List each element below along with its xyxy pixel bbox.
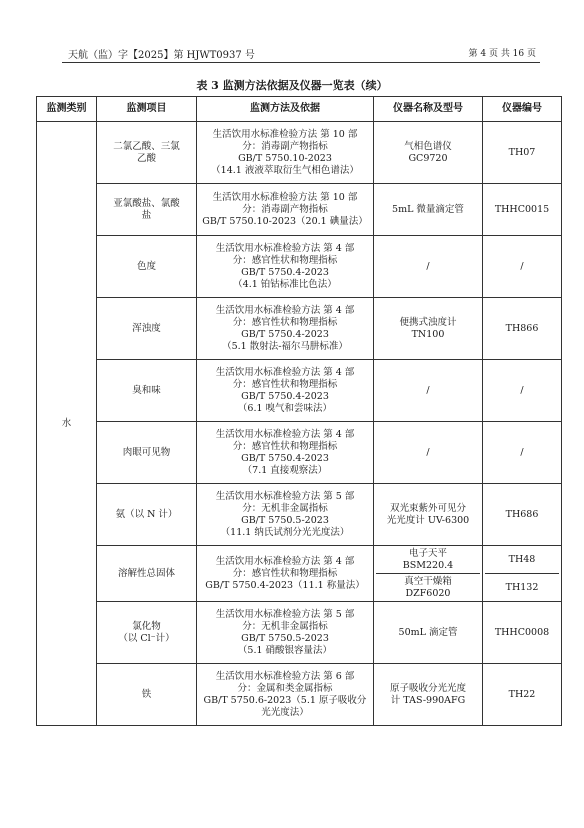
device-cell: 真空干燥箱 DZF6020 (404, 575, 452, 599)
category-cell: 水 (37, 122, 97, 726)
table-row (37, 664, 562, 726)
report-number: 天航（监）字【2025】第 HJWT0937 号 (68, 50, 255, 61)
code-cell-split (483, 546, 562, 602)
item-cell: 二氯乙酸、三氯 乙酸 (97, 122, 197, 184)
col-header-category: 监测类别 (37, 97, 97, 122)
item-cell: 氨（以 N 计） (97, 484, 197, 546)
table-row (37, 484, 562, 546)
device-cell: 5mL 微量滴定管 (374, 184, 483, 236)
code-cell: / (483, 236, 562, 298)
device-cell: / (374, 236, 483, 298)
code-cell: THHC0008 (483, 602, 562, 664)
item-cell: 浑浊度 (97, 298, 197, 360)
table-row (37, 236, 562, 298)
table-row (37, 546, 562, 602)
table-row (37, 360, 562, 422)
method-cell: 生活饮用水标准检验方法 第 5 部 分：无机非金属指标 GB/T 5750.5-2023 （5.1 硝酸银容量法） (197, 602, 374, 664)
code-cell: TH686 (483, 484, 562, 546)
code-cell: THHC0015 (483, 184, 562, 236)
method-cell: 生活饮用水标准检验方法 第 4 部 分：感官性状和物理指标 GB/T 5750.4-2023 （4.1 铂钴标准比色法） (197, 236, 374, 298)
col-header-item: 监测项目 (97, 97, 197, 122)
item-cell: 色度 (97, 236, 197, 298)
table-row (37, 602, 562, 664)
method-cell: 生活饮用水标准检验方法 第 6 部 分：金属和类金属指标 GB/T 5750.6-2023（5.1 原子吸收分 光光度法） (197, 664, 374, 726)
table-header-row (37, 97, 562, 122)
item-cell: 氯化物 （以 Cl⁻计） (97, 602, 197, 664)
col-header-code: 仪器编号 (483, 97, 562, 122)
code-cell: TH132 (505, 581, 539, 593)
device-cell: 便携式浊度计 TN100 (374, 298, 483, 360)
col-header-device: 仪器名称及型号 (374, 97, 483, 122)
device-cell-split (374, 546, 483, 602)
item-cell: 肉眼可见物 (97, 422, 197, 484)
item-cell: 溶解性总固体 (97, 546, 197, 602)
header-divider (62, 62, 540, 63)
code-cell: TH22 (483, 664, 562, 726)
device-cell: / (374, 422, 483, 484)
method-cell: 生活饮用水标准检验方法 第 4 部 分：感官性状和物理指标 GB/T 5750.4-2023 （6.1 嗅气和尝味法） (197, 360, 374, 422)
method-cell: 生活饮用水标准检验方法 第 10 部 分：消毒副产物指标 GB/T 5750.10-2023（20.1 碘量法） (197, 184, 374, 236)
device-cell: 双光束紫外可见分 光光度计 UV-6300 (374, 484, 483, 546)
method-cell: 生活饮用水标准检验方法 第 4 部 分：感官性状和物理指标 GB/T 5750.4-2023 （7.1 直接观察法） (197, 422, 374, 484)
col-header-method: 监测方法及依据 (197, 97, 374, 122)
code-cell: TH866 (483, 298, 562, 360)
device-cell: 50mL 滴定管 (374, 602, 483, 664)
method-cell: 生活饮用水标准检验方法 第 10 部 分：消毒副产物指标 GB/T 5750.10-2023 （14.1 液液萃取衍生气相色谱法） (197, 122, 374, 184)
table-caption: 表 3 监测方法依据及仪器一览表（续） (196, 79, 388, 92)
method-cell: 生活饮用水标准检验方法 第 5 部 分：无机非金属指标 GB/T 5750.5-2023 （11.1 纳氏试剂分光光度法） (197, 484, 374, 546)
table-row (37, 422, 562, 484)
page-number: 第 4 页 共 16 页 (468, 49, 536, 59)
code-cell: TH48 (485, 546, 559, 574)
method-cell: 生活饮用水标准检验方法 第 4 部 分：感官性状和物理指标 GB/T 5750.4-2023 （5.1 散射法-福尔马肼标准） (197, 298, 374, 360)
code-cell: / (483, 422, 562, 484)
device-cell: / (374, 360, 483, 422)
table-row (37, 184, 562, 236)
table-row (37, 298, 562, 360)
item-cell: 铁 (97, 664, 197, 726)
code-cell: / (483, 360, 562, 422)
method-cell: 生活饮用水标准检验方法 第 4 部 分：感官性状和物理指标 GB/T 5750.4-2023（11.1 称量法） (197, 546, 374, 602)
code-cell: TH07 (483, 122, 562, 184)
device-cell: 电子天平 BSM220.4 (376, 546, 480, 574)
method-instrument-table (36, 96, 562, 726)
item-cell: 臭和味 (97, 360, 197, 422)
table-row (37, 122, 562, 184)
item-cell: 亚氯酸盐、氯酸 盐 (97, 184, 197, 236)
device-cell: 气相色谱仪 GC9720 (374, 122, 483, 184)
device-cell: 原子吸收分光光度 计 TAS-990AFG (374, 664, 483, 726)
